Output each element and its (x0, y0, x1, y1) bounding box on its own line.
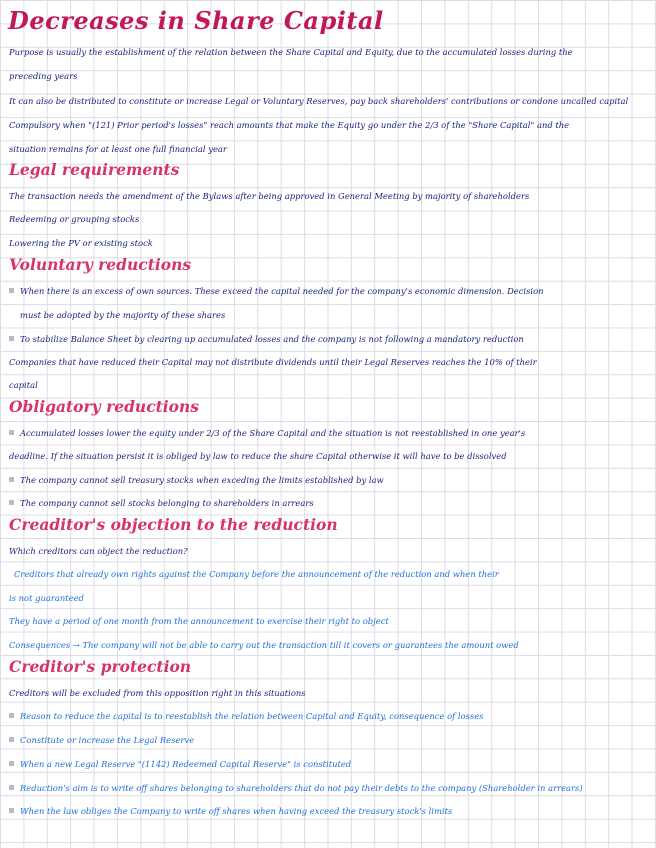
intro-line: preceding years (9, 71, 78, 81)
voluntary-bullet: When there is an excess of own sources. These exceed the capital needed for the company's economic dimension. Decision (9, 286, 648, 296)
objection-line: They have a period of one month from the announcement to exercise their right to object (9, 616, 389, 626)
heading-obligatory-reductions: Obligatory reductions (9, 397, 200, 416)
protection-bullet: When a new Legal Reserve "(1142) Redeemed Capital Reserve" is constituted (9, 759, 648, 769)
heading-creditor-protection: Creditor's protection (9, 657, 192, 676)
protection-bullet: Constitute or increase the Legal Reserve (9, 735, 648, 745)
obligatory-line: deadline. If the situation persist it is obliged by law to reduce the share Capital otherwise it will have to be dissolved (9, 451, 507, 461)
page-title: Decreases in Share Capital (8, 6, 384, 35)
intro-line: It can also be distributed to constitute or increase Legal or Voluntary Reserves, pay back shareholders' contributions or condone uncalled capital (9, 96, 629, 106)
obligatory-bullet: The company cannot sell stocks belonging to shareholders in arrears (9, 498, 648, 508)
protection-bullet: When the law obliges the Company to write off shares when having exceed the treasury stock's limits (9, 806, 648, 816)
objection-line: Which creditors can object the reduction? (9, 546, 188, 556)
legal-line: Lowering the PV or existing stock (9, 238, 153, 248)
legal-line: The transaction needs the amendment of the Bylaws after being approved in General Meeting by majority of shareholders (9, 191, 530, 201)
objection-line: Consequences → The company will not be able to carry out the transaction till it covers or guarantees the amount owed (9, 640, 519, 650)
heading-creditor-objection: Creaditor's objection to the reduction (9, 515, 338, 534)
voluntary-line: Companies that have reduced their Capital may not distribute dividends until their Legal Reserves reaches the 10% of their (9, 357, 537, 367)
voluntary-line: must be adopted by the majority of these shares (20, 310, 226, 320)
heading-voluntary-reductions: Voluntary reductions (9, 255, 192, 274)
intro-line: situation remains for at least one full financial year (9, 144, 227, 154)
protection-bullet: Reason to reduce the capital is to reestablish the relation between Capital and Equity, consequence of losses (9, 711, 648, 721)
obligatory-bullet: The company cannot sell treasury stocks when exceding the limits established by law (9, 475, 648, 485)
protection-bullet: Reduction's aim is to write off shares belonging to shareholders that do not pay their debts to the company (Shareholder in arrears) (9, 783, 648, 793)
voluntary-line: capital (9, 380, 38, 390)
protection-line: Creditors will be excluded from this opposition right in this situations (9, 688, 306, 698)
legal-line: Redeeming or grouping stocks (9, 214, 140, 224)
intro-line: Compulsory when "(121) Prior period's losses" reach amounts that make the Equity go under the 2/3 of the "Share Capital" and the (9, 120, 570, 130)
voluntary-bullet: To stabilize Balance Sheet by clearing up accumulated losses and the company is not following a mandatory reduction (9, 334, 648, 344)
heading-legal-requirements: Legal requirements (9, 160, 180, 179)
objection-line: is not guaranteed (9, 593, 84, 603)
objection-line: Creditors that already own rights against the Company before the announcement of the reduction and when their (14, 569, 499, 579)
obligatory-bullet: Accumulated losses lower the equity under 2/3 of the Share Capital and the situation is not reestablished in one year's (9, 428, 648, 438)
intro-line: Purpose is usually the establishment of the relation between the Share Capital and Equity, due to the accumulated losses during the (9, 47, 573, 57)
